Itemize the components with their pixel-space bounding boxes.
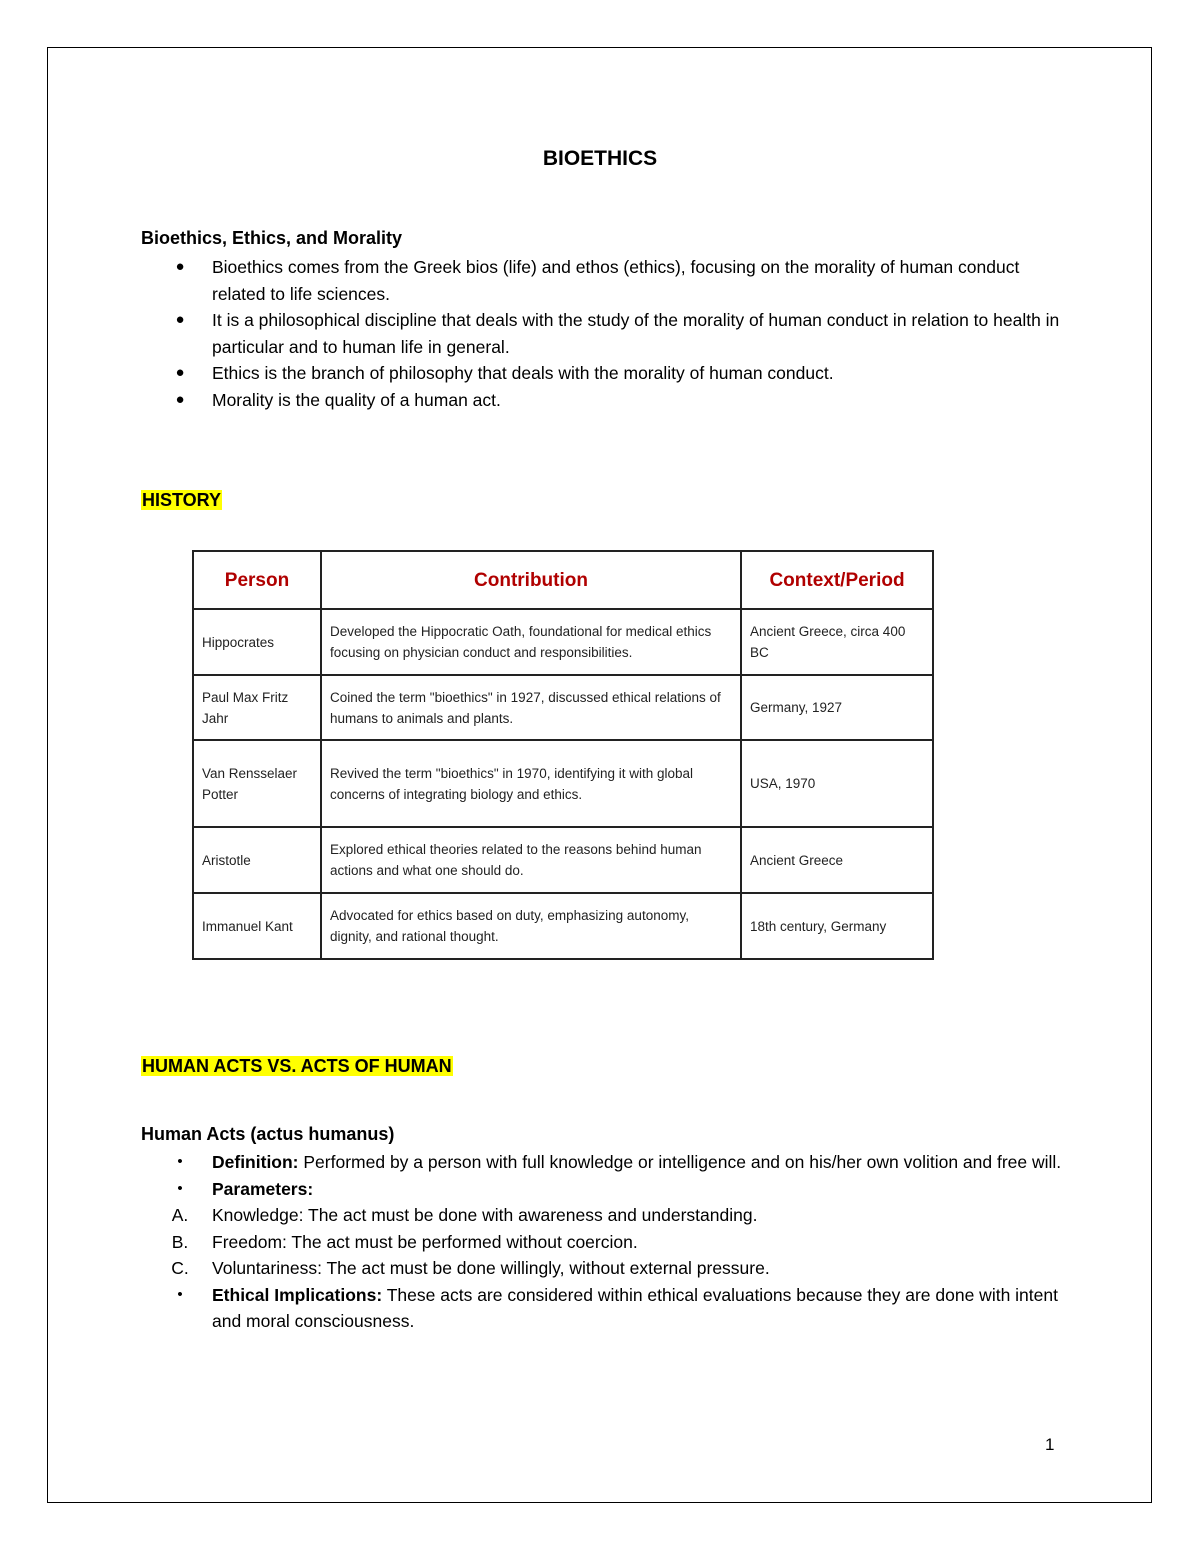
- bioethics-bullet-list: [170, 254, 1070, 413]
- bullet-icon: ●: [175, 311, 185, 328]
- column-header-person: Person: [193, 551, 321, 609]
- column-header-context: Context/Period: [741, 551, 933, 609]
- table-header-row: [193, 551, 933, 609]
- table-cell-context: Germany, 1927: [741, 675, 933, 740]
- list-item: • Ethical Implications: These acts are considered within ethical evaluations because they are done with intent and moral consciousness.: [170, 1282, 1070, 1335]
- table-row: [193, 740, 933, 827]
- list-letter: C.: [171, 1258, 189, 1278]
- history-table: [192, 550, 934, 960]
- table-row: [193, 827, 933, 893]
- table-cell-person: Hippocrates: [193, 609, 321, 675]
- table-cell-context: Ancient Greece: [741, 827, 933, 893]
- page-number: 1: [1045, 1435, 1055, 1454]
- list-letter: B.: [171, 1231, 189, 1252]
- table-cell-contribution: Developed the Hippocratic Oath, foundational for medical ethics focusing on physician conduct and responsibilities.: [321, 609, 741, 675]
- section-heading-history: HISTORY: [142, 490, 222, 510]
- bullet-icon: •: [177, 1179, 183, 1197]
- table-cell-person: Paul Max Fritz Jahr: [193, 675, 321, 740]
- bullet-icon: ●: [175, 390, 185, 408]
- list-item: • Parameters:: [170, 1176, 1070, 1203]
- bullet-icon: ●: [175, 364, 185, 381]
- list-item: • Definition: Performed by a person with full knowledge or intelligence and on his/her own volition and free will.: [170, 1149, 1070, 1176]
- human-acts-list: [170, 1149, 1070, 1335]
- table-cell-contribution: Revived the term "bioethics" in 1970, identifying it with global concerns of integrating biology and ethics.: [321, 740, 741, 827]
- table-row: [193, 675, 933, 740]
- bullet-icon: •: [177, 1153, 183, 1170]
- table-cell-contribution: Explored ethical theories related to the reasons behind human actions and what one should do.: [321, 827, 741, 893]
- table-cell-context: USA, 1970: [741, 740, 933, 827]
- table-cell-contribution: Advocated for ethics based on duty, emphasizing autonomy, dignity, and rational thought.: [321, 893, 741, 959]
- list-item: ● Morality is the quality of a human act.: [170, 387, 1070, 414]
- section-heading-human-acts: HUMAN ACTS VS. ACTS OF HUMAN: [142, 1056, 452, 1076]
- list-item: ● Bioethics comes from the Greek bios (life) and ethos (ethics), focusing on the morality of human conduct related to life sciences.: [170, 254, 1070, 307]
- subheading-human-acts: Human Acts (actus humanus): [141, 1124, 395, 1144]
- section-heading-bioethics: Bioethics, Ethics, and Morality: [141, 228, 403, 248]
- list-letter: A.: [171, 1205, 189, 1225]
- table-cell-contribution: Coined the term "bioethics" in 1927, discussed ethical relations of humans to animals and plants.: [321, 675, 741, 740]
- table-cell-person: Immanuel Kant: [193, 893, 321, 959]
- table-row: [193, 609, 933, 675]
- list-item: ● Ethics is the branch of philosophy that deals with the morality of human conduct.: [170, 360, 1070, 387]
- table-cell-person: Aristotle: [193, 827, 321, 893]
- list-item: A. Knowledge: The act must be done with awareness and understanding.: [170, 1202, 1070, 1229]
- list-item: ● It is a philosophical discipline that deals with the study of the morality of human conduct in relation to health in particular and to human life in general.: [170, 307, 1070, 360]
- table-row: [193, 893, 933, 959]
- bullet-icon: ●: [175, 258, 185, 275]
- table-cell-person: Van Rensselaer Potter: [193, 740, 321, 827]
- column-header-contribution: Contribution: [321, 551, 741, 609]
- table-cell-context: Ancient Greece, circa 400 BC: [741, 609, 933, 675]
- document-title: BIOETHICS: [542, 147, 658, 170]
- table-cell-context: 18th century, Germany: [741, 893, 933, 959]
- list-item: C. Voluntariness: The act must be done willingly, without external pressure.: [170, 1255, 1070, 1282]
- bullet-icon: •: [177, 1285, 183, 1303]
- list-item: B. Freedom: The act must be performed without coercion.: [170, 1229, 1070, 1256]
